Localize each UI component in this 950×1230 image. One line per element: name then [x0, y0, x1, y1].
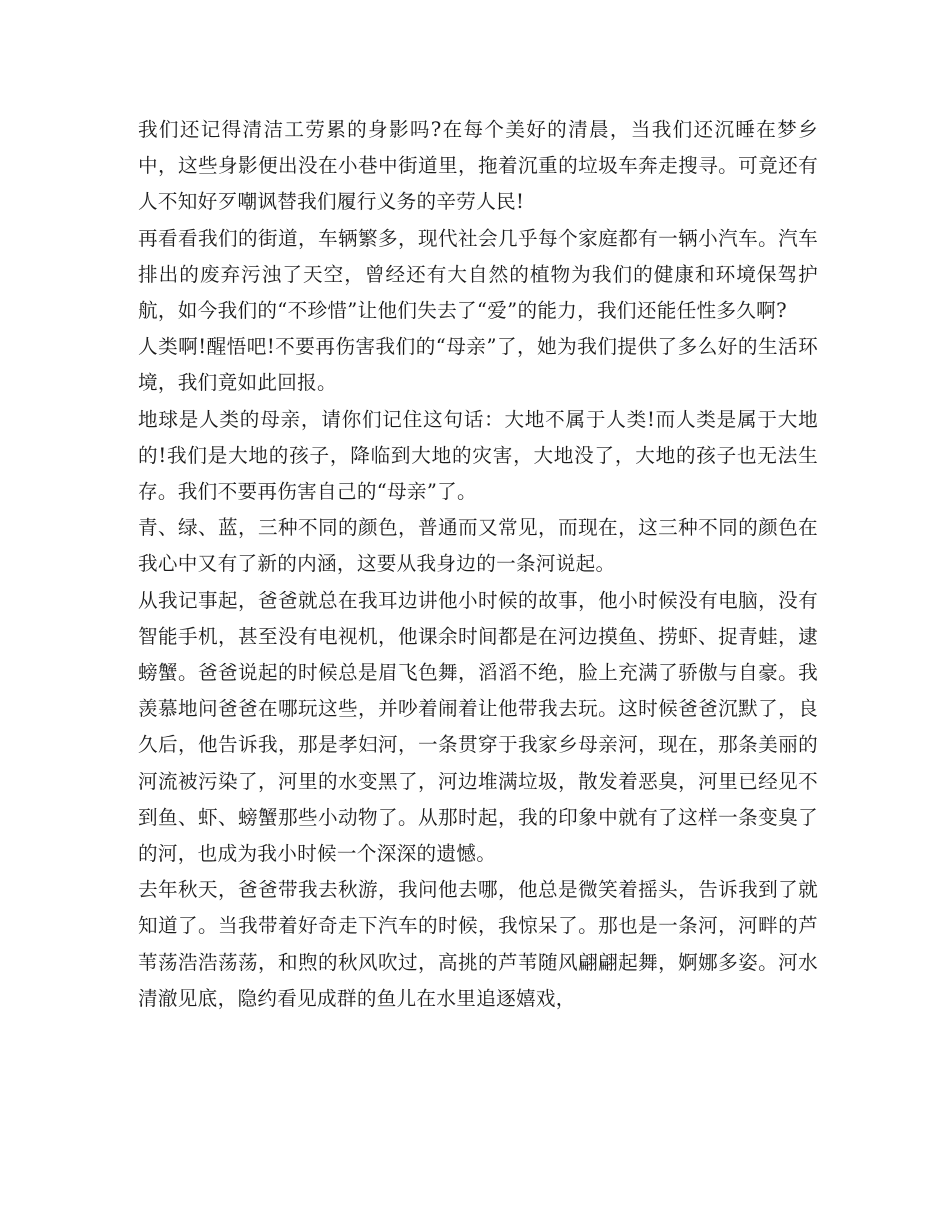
document-body — [138, 112, 818, 1017]
paragraph: 我们还记得清洁工劳累的身影吗?在每个美好的清晨，当我们还沉睡在梦乡中，这些身影便出没在小巷中街道里，拖着沉重的垃圾车奔走搜寻。可竟还有人不知好歹嘲讽替我们履行义务的辛劳人民! — [138, 118, 818, 214]
paragraph: 地球是人类的母亲，请你们记住这句话：大地不属于人类!而人类是属于大地的!我们是大地的孩子，降临到大地的灾害，大地没了，大地的孩子也无法生存。我们不要再伤害自己的“母亲”了。 — [138, 407, 818, 504]
paragraph: 人类啊!醒悟吧!不要再伤害我们的“母亲”了，她为我们提供了多么好的生活环境，我们竟如此回报。 — [138, 335, 818, 395]
paragraph: 再看看我们的街道，车辆繁多，现代社会几乎每个家庭都有一辆小汽车。汽车排出的废弃污浊了天空，曾经还有大自然的植物为我们的健康和环境保驾护航，如今我们的“不珍惜”让他们失去了“爱”的能力，我们还能任性多久啊? — [138, 226, 818, 323]
paragraph: 青、绿、蓝，三种不同的颜色，普通而又常见，而现在，这三种不同的颜色在我心中又有了新的内涵，这要从我身边的一条河说起。 — [138, 516, 818, 576]
paragraph: 从我记事起，爸爸就总在我耳边讲他小时候的故事，他小时候没有电脑，没有智能手机，甚至没有电视机，他课余时间都是在河边摸鱼、捞虾、捉青蛙，逮螃蟹。爸爸说起的时候总是眉飞色舞，滔滔不绝，脸上充满了骄傲与自豪。我羡慕地问爸爸在哪玩这些，并吵着闹着让他带我去玩。这时候爸爸沉默了，良久后，他告诉我，那是孝妇河，一条贯穿于我家乡母亲河，现在，那条美丽的河流被污染了，河里的水变黑了，河边堆满垃圾，散发着恶臭，河里已经见不到鱼、虾、螃蟹那些小动物了。从那时起，我的印象中就有了这样一条变臭了的河，也成为我小时候一个深深的遗憾。 — [138, 588, 818, 866]
paragraph: 去年秋天，爸爸带我去秋游，我问他去哪，他总是微笑着摇头，告诉我到了就知道了。当我带着好奇走下汽车的时候，我惊呆了。那也是一条河，河畔的芦苇荡浩浩荡荡，和煦的秋风吹过，高挑的芦苇随风翩翩起舞，婀娜多姿。河水清澈见底，隐约看见成群的鱼儿在水里追逐嬉戏， — [138, 878, 818, 1010]
